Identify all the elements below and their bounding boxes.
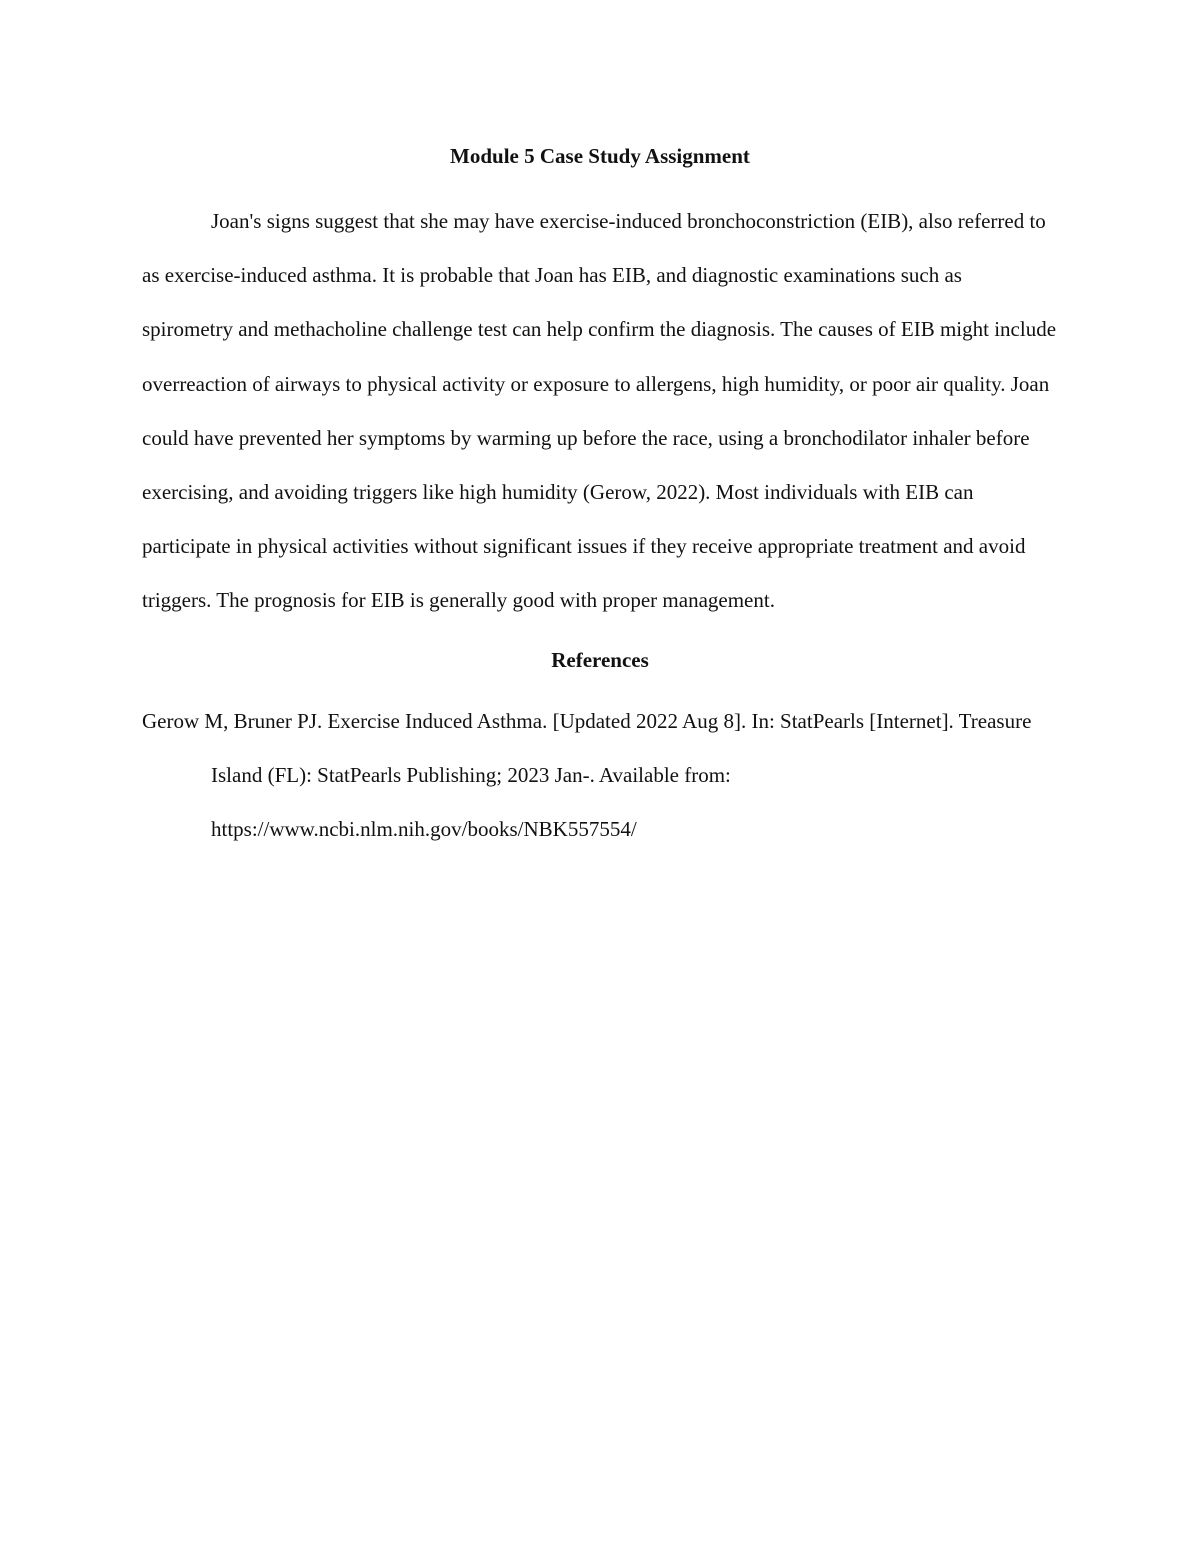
body-paragraph: Joan's signs suggest that she may have exercise-induced bronchoconstriction (EIB), also referred to as exercise-induced asthma. It is probable that Joan has EIB, and diagnostic examinations such as spirometry and methacholine challenge test can help confirm the diagnosis. The causes of EIB might include overreaction of airways to physical activity or exposure to allergens, high humidity, or poor air quality. Joan could have prevented her symptoms by warming up before the race, using a bronchodilator inhaler before exercising, and avoiding triggers like high humidity (Gerow, 2022). Most individuals with EIB can participate in physical activities without significant issues if they receive appropriate treatment and avoid triggers. The prognosis for EIB is generally good with proper management. (142, 209, 1057, 613)
document-content (142, 140, 1058, 856)
references-heading: References (551, 647, 649, 672)
reference-entry: Gerow M, Bruner PJ. Exercise Induced Asthma. [Updated 2022 Aug 8]. In: StatPearls [Internet]. Treasure Island (FL): StatPearls Publishing; 2023 Jan-. Available from: https://www.ncbi.nlm.nih.gov/books/NBK557554/ (142, 708, 1032, 842)
document-title: Module 5 Case Study Assignment (450, 144, 750, 168)
